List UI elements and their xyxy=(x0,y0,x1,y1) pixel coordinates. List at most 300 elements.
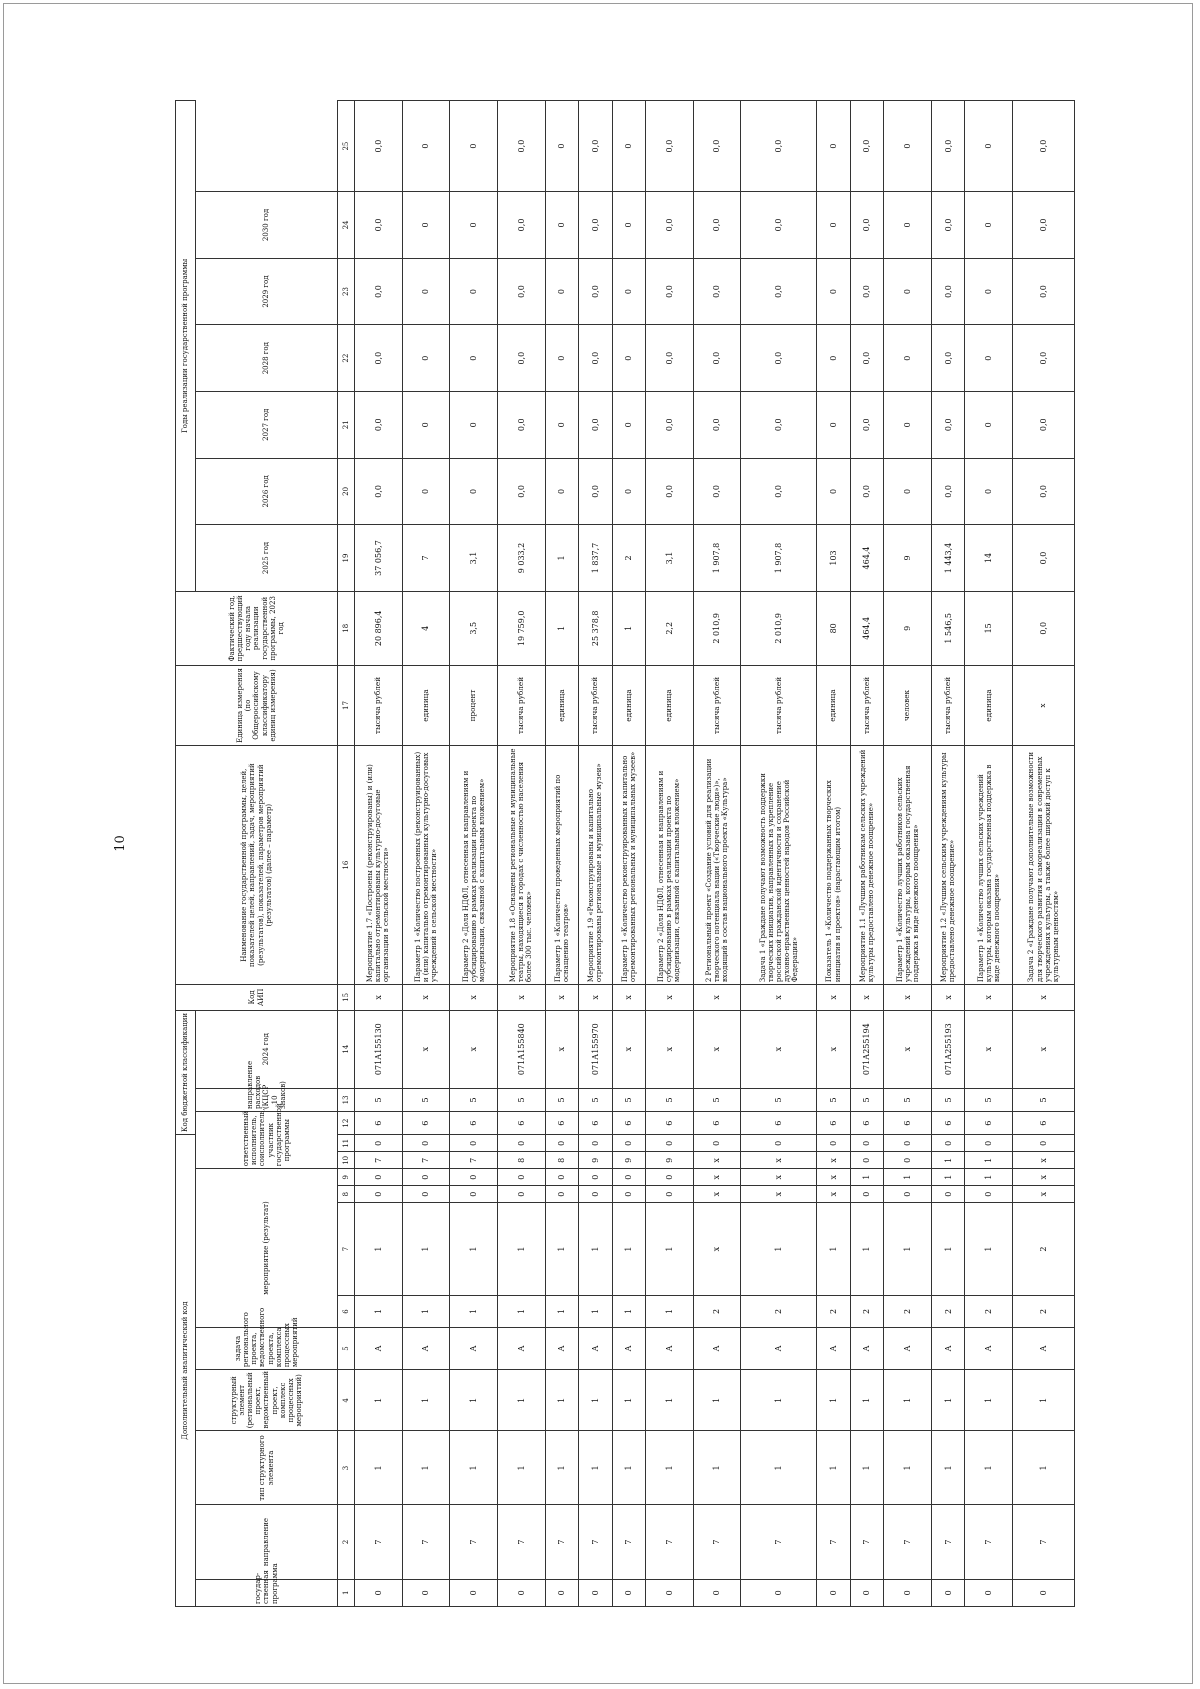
year-value-cell: 0,0 xyxy=(579,258,613,325)
code-cell: 2 xyxy=(884,1296,932,1328)
table-row xyxy=(612,101,646,1607)
row-fact: 4 xyxy=(402,591,450,665)
code-cell: х xyxy=(646,985,694,1010)
table-row xyxy=(497,101,545,1607)
code-cell: 0 xyxy=(817,1579,851,1606)
code-cell: 1 xyxy=(850,1169,884,1186)
code-cell: А xyxy=(402,1327,450,1369)
code-cell: х xyxy=(741,1152,817,1169)
code-cell: 071А155970 xyxy=(579,1010,613,1088)
code-cell: х xyxy=(693,1203,741,1296)
code-cell: 2 xyxy=(741,1296,817,1328)
code-cell: 1 xyxy=(355,1370,403,1431)
column-index-cell: 1 xyxy=(338,1579,355,1606)
code-cell: 6 xyxy=(450,1112,498,1135)
code-cell: 1 xyxy=(884,1203,932,1296)
year-value-cell: 0 xyxy=(884,258,932,325)
code-cell: х xyxy=(545,985,579,1010)
year-value-cell: 3,1 xyxy=(646,525,694,592)
year-value-cell: 0 xyxy=(965,192,1013,259)
year-value-cell: 0,0 xyxy=(931,325,965,392)
code-cell: 1 xyxy=(579,1431,613,1505)
column-index-cell: 17 xyxy=(338,665,355,745)
code-cell: 1 xyxy=(497,1431,545,1505)
column-index-row xyxy=(338,101,355,1607)
year-value-cell: 0 xyxy=(545,391,579,458)
column-index-cell: 12 xyxy=(338,1112,355,1135)
code-cell: 0 xyxy=(355,1169,403,1186)
code-cell: 0 xyxy=(693,1135,741,1152)
code-cell: 1 xyxy=(850,1203,884,1296)
code-cell: 7 xyxy=(402,1152,450,1169)
row-fact: 3,5 xyxy=(450,591,498,665)
code-cell: 1 xyxy=(931,1152,965,1169)
code-cell: 5 xyxy=(931,1088,965,1111)
year-value-cell: 0 xyxy=(402,325,450,392)
year-value-cell: 1 907,8 xyxy=(693,525,741,592)
code-cell: 0 xyxy=(646,1186,694,1203)
code-cell: 0 xyxy=(355,1186,403,1203)
code-cell: 071А155840 xyxy=(497,1010,545,1088)
code-cell: 1 xyxy=(931,1370,965,1431)
row-name: Показатель 1 «Количество поддержанных творческих инициатив и проектов» (нарастающим итогом) xyxy=(817,746,851,985)
code-cell: 0 xyxy=(850,1152,884,1169)
code-cell: х xyxy=(355,985,403,1010)
code-cell: 6 xyxy=(693,1112,741,1135)
header-unit: Единица измерения (по Общероссийскому классификатору единиц измерения) xyxy=(176,665,338,745)
year-value-cell: 0,0 xyxy=(1013,325,1075,392)
row-unit: тысяча рублей xyxy=(355,665,403,745)
column-index-cell: 9 xyxy=(338,1169,355,1186)
code-cell: 7 xyxy=(450,1505,498,1579)
year-value-cell: 9 xyxy=(884,525,932,592)
code-cell: 0 xyxy=(817,1135,851,1152)
year-value-cell: 0 xyxy=(402,101,450,192)
code-cell: 6 xyxy=(402,1112,450,1135)
year-value-cell: 0,0 xyxy=(646,458,694,525)
column-index-cell: 18 xyxy=(338,591,355,665)
code-cell: 0 xyxy=(545,1186,579,1203)
code-cell: А xyxy=(450,1327,498,1369)
year-value-cell: 0,0 xyxy=(579,391,613,458)
year-value-cell: 0,0 xyxy=(1013,101,1075,192)
year-value-cell: 0,0 xyxy=(741,391,817,458)
code-cell: х xyxy=(450,985,498,1010)
table-row xyxy=(693,101,741,1607)
code-cell: 1 xyxy=(402,1431,450,1505)
code-cell: А xyxy=(931,1327,965,1369)
code-cell: 8 xyxy=(545,1152,579,1169)
row-unit: процент xyxy=(450,665,498,745)
code-cell: 0 xyxy=(884,1186,932,1203)
year-value-cell: 0,0 xyxy=(741,325,817,392)
page-number: 10 xyxy=(112,835,128,852)
year-value-cell: 0 xyxy=(402,192,450,259)
year-value-cell: 0 xyxy=(817,458,851,525)
code-cell: 5 xyxy=(355,1088,403,1111)
code-cell: 1 xyxy=(402,1203,450,1296)
year-value-cell: 0 xyxy=(965,101,1013,192)
year-value-cell: 0,0 xyxy=(693,258,741,325)
year-value-cell: 0,0 xyxy=(355,325,403,392)
column-index-cell: 6 xyxy=(338,1296,355,1328)
header-year-2026: 2026 год xyxy=(196,458,338,525)
row-name: Задача 1 «Граждане получают возможность поддержки творческих инициатив, направленных на укрепление российской гражданской идентичности и сохранение духовно-нравственных ценностей народов Российской Федерации» xyxy=(741,746,817,985)
row-name: Задача 2 «Граждане получают дополнительные возможности для творческого развития и самореализации в современных учреждениях культуры, а также более широкий доступ к культурным ценностям» xyxy=(1013,746,1075,985)
code-cell: 0 xyxy=(545,1135,579,1152)
code-cell: 0 xyxy=(850,1579,884,1606)
header-dop-code: Дополнительный аналитический код xyxy=(176,1135,196,1607)
code-cell: 0 xyxy=(579,1169,613,1186)
code-cell: 1 xyxy=(884,1431,932,1505)
code-cell: 0 xyxy=(965,1135,1013,1152)
code-cell: 5 xyxy=(850,1088,884,1111)
code-cell: 1 xyxy=(612,1203,646,1296)
code-cell: 7 xyxy=(931,1505,965,1579)
code-cell: 1 xyxy=(1013,1370,1075,1431)
code-cell: х xyxy=(612,985,646,1010)
code-cell: 1 xyxy=(450,1431,498,1505)
code-cell: А xyxy=(884,1327,932,1369)
table-body xyxy=(338,101,1075,1607)
code-cell: А xyxy=(355,1327,403,1369)
header-aip: Код АИП xyxy=(176,985,338,1010)
year-value-cell: 0,0 xyxy=(693,192,741,259)
code-cell: 1 xyxy=(817,1431,851,1505)
code-cell: 0 xyxy=(612,1169,646,1186)
code-cell: 1 xyxy=(965,1370,1013,1431)
code-cell: 1 xyxy=(646,1370,694,1431)
column-index-cell: 4 xyxy=(338,1370,355,1431)
code-cell: 1 xyxy=(545,1203,579,1296)
code-cell: х xyxy=(1013,985,1075,1010)
code-cell: 1 xyxy=(1013,1431,1075,1505)
code-cell: 7 xyxy=(817,1505,851,1579)
code-cell: х xyxy=(402,985,450,1010)
column-index-cell: 24 xyxy=(338,192,355,259)
column-index-cell: 3 xyxy=(338,1431,355,1505)
row-fact: 80 xyxy=(817,591,851,665)
column-index-cell: 11 xyxy=(338,1135,355,1152)
year-value-cell: 0,0 xyxy=(931,258,965,325)
year-value-cell: 37 056,7 xyxy=(355,525,403,592)
column-index-cell: 14 xyxy=(338,1010,355,1088)
row-unit: единица xyxy=(545,665,579,745)
year-value-cell: 0,0 xyxy=(1013,258,1075,325)
code-cell: 0 xyxy=(965,1579,1013,1606)
code-cell: 5 xyxy=(1013,1088,1075,1111)
year-value-cell: 9 033,2 xyxy=(497,525,545,592)
year-value-cell: 0 xyxy=(965,325,1013,392)
row-fact: 0,0 xyxy=(1013,591,1075,665)
year-value-cell: 0,0 xyxy=(931,101,965,192)
year-value-cell: 3,1 xyxy=(450,525,498,592)
year-value-cell: 0,0 xyxy=(741,101,817,192)
code-cell: 1 xyxy=(355,1431,403,1505)
code-cell: 1 xyxy=(931,1169,965,1186)
code-cell: 6 xyxy=(850,1112,884,1135)
year-value-cell: 0,0 xyxy=(355,391,403,458)
code-cell: 1 xyxy=(741,1431,817,1505)
code-cell: х xyxy=(884,1010,932,1088)
code-cell: 1 xyxy=(965,1203,1013,1296)
code-cell: А xyxy=(850,1327,884,1369)
code-cell: х xyxy=(1013,1010,1075,1088)
code-cell: 7 xyxy=(850,1505,884,1579)
code-cell: 0 xyxy=(884,1579,932,1606)
code-cell: 5 xyxy=(693,1088,741,1111)
column-index-cell: 7 xyxy=(338,1203,355,1296)
table-row xyxy=(1013,101,1075,1607)
row-fact: 2 010,9 xyxy=(741,591,817,665)
year-value-cell: 0,0 xyxy=(850,458,884,525)
year-value-cell: 0 xyxy=(545,101,579,192)
code-cell: 7 xyxy=(355,1505,403,1579)
code-cell: 7 xyxy=(402,1505,450,1579)
code-cell: 1 xyxy=(579,1296,613,1328)
code-cell: 5 xyxy=(612,1088,646,1111)
code-cell: 0 xyxy=(497,1186,545,1203)
year-value-cell: 0,0 xyxy=(646,192,694,259)
table-row xyxy=(450,101,498,1607)
header-years-title: Годы реализации государственной программы xyxy=(176,101,196,592)
code-cell: 0 xyxy=(612,1135,646,1152)
code-cell: 1 xyxy=(497,1203,545,1296)
column-index-cell: 5 xyxy=(338,1327,355,1369)
year-value-cell: 0,0 xyxy=(1013,391,1075,458)
year-value-cell: 0 xyxy=(612,458,646,525)
code-cell: А xyxy=(545,1327,579,1369)
row-name: Параметр 1 «Количество лучших сельских учреждений культуры, которым оказана государственная поддержка в виде денежного поощрения» xyxy=(965,746,1013,985)
code-cell: 0 xyxy=(450,1135,498,1152)
row-fact: 20 896,4 xyxy=(355,591,403,665)
code-cell: 0 xyxy=(612,1579,646,1606)
code-cell: 1 xyxy=(497,1296,545,1328)
row-name: Мероприятие 1.9 «Реконструированы и капитально отремонтированы региональные и муниципальные музеи» xyxy=(579,746,613,985)
code-cell: 5 xyxy=(450,1088,498,1111)
code-cell: 7 xyxy=(612,1505,646,1579)
code-cell: 0 xyxy=(931,1186,965,1203)
row-unit: тысяча рублей xyxy=(579,665,613,745)
year-value-cell: 0,0 xyxy=(931,391,965,458)
year-value-cell: 0 xyxy=(545,192,579,259)
year-value-cell: 0,0 xyxy=(693,325,741,392)
year-value-cell: 7 xyxy=(402,525,450,592)
code-cell: х xyxy=(646,1010,694,1088)
code-cell: 0 xyxy=(450,1186,498,1203)
code-cell: 6 xyxy=(497,1112,545,1135)
year-value-cell: 0,0 xyxy=(646,325,694,392)
code-cell: 0 xyxy=(884,1135,932,1152)
year-value-cell: 0 xyxy=(612,325,646,392)
row-unit: единица xyxy=(817,665,851,745)
code-cell: х xyxy=(579,985,613,1010)
code-cell: 7 xyxy=(646,1505,694,1579)
year-value-cell: 0,0 xyxy=(579,101,613,192)
code-cell: х xyxy=(931,985,965,1010)
program-table xyxy=(175,100,1075,1607)
year-value-cell: 0 xyxy=(402,258,450,325)
code-cell: 7 xyxy=(450,1152,498,1169)
row-unit: тысяча рублей xyxy=(741,665,817,745)
column-index-cell: 16 xyxy=(338,746,355,985)
code-cell: 0 xyxy=(450,1169,498,1186)
code-cell: 6 xyxy=(545,1112,579,1135)
code-cell: 0 xyxy=(965,1186,1013,1203)
year-value-cell: 0 xyxy=(450,458,498,525)
code-cell: х xyxy=(741,1010,817,1088)
code-cell: 5 xyxy=(965,1088,1013,1111)
header-kbk: Код бюджетной классификации xyxy=(176,1010,196,1135)
code-cell: 1 xyxy=(850,1431,884,1505)
code-cell: 5 xyxy=(817,1088,851,1111)
table-row xyxy=(884,101,932,1607)
code-cell: 0 xyxy=(884,1152,932,1169)
year-value-cell: 0,0 xyxy=(741,192,817,259)
row-unit: х xyxy=(1013,665,1075,745)
code-cell: 1 xyxy=(402,1296,450,1328)
year-value-cell: 0 xyxy=(450,192,498,259)
table-row xyxy=(817,101,851,1607)
row-unit: человек xyxy=(884,665,932,745)
row-name: Мероприятие 1.2 «Лучшим сельским учреждениям культуры предоставлено денежное поощрение» xyxy=(931,746,965,985)
year-value-cell: 0,0 xyxy=(693,458,741,525)
code-cell: 1 xyxy=(579,1203,613,1296)
code-cell: 6 xyxy=(612,1112,646,1135)
code-cell: 1 xyxy=(355,1296,403,1328)
year-value-cell: 0 xyxy=(884,192,932,259)
row-unit: тысяча рублей xyxy=(850,665,884,745)
row-name: Параметр 2 «Доля НДФЛ, отнесенная к направлениям и субсидированию в рамках реализации проекта по модернизации, связанной с капитальным вложением» xyxy=(450,746,498,985)
row-fact: 19 759,0 xyxy=(497,591,545,665)
code-cell: 6 xyxy=(579,1112,613,1135)
code-cell: 1 xyxy=(931,1203,965,1296)
header-struct: структурный элемент (региональный проект, ведомственный проект, комплекс процессных мероприятий) xyxy=(196,1370,338,1431)
year-value-cell: 0,0 xyxy=(850,192,884,259)
code-cell: 5 xyxy=(545,1088,579,1111)
code-cell: х xyxy=(693,1169,741,1186)
code-cell: 6 xyxy=(931,1112,965,1135)
table-row xyxy=(402,101,450,1607)
table-row xyxy=(850,101,884,1607)
row-name: Мероприятие 1.7 «Построены (реконструированы) и (или) капитально отремонтированы культурно-досуговые организации в сельской местности» xyxy=(355,746,403,985)
code-cell: А xyxy=(1013,1327,1075,1369)
year-value-cell: 0 xyxy=(817,258,851,325)
row-name: Мероприятие 1.8 «Оснащены региональные и муниципальные театры, находящиеся в городах с численностью населения более 300 тыс. человек» xyxy=(497,746,545,985)
code-cell: 0 xyxy=(931,1579,965,1606)
column-index-cell: 2 xyxy=(338,1505,355,1579)
code-cell: 0 xyxy=(646,1579,694,1606)
year-value-cell: 0 xyxy=(817,101,851,192)
code-cell: 7 xyxy=(1013,1505,1075,1579)
column-index-cell: 19 xyxy=(338,525,355,592)
code-cell: 0 xyxy=(1013,1135,1075,1152)
year-value-cell: 0,0 xyxy=(741,258,817,325)
code-cell: 0 xyxy=(850,1135,884,1152)
code-cell: х xyxy=(965,985,1013,1010)
header-gp: государ-ственная программа xyxy=(196,1579,338,1606)
code-cell: 0 xyxy=(741,1579,817,1606)
year-value-cell: 0 xyxy=(612,101,646,192)
code-cell: 1 xyxy=(450,1296,498,1328)
year-value-cell: 1 907,8 xyxy=(741,525,817,592)
year-value-cell: 0,0 xyxy=(579,325,613,392)
header-fact: Фактический год, предшествующий году начала реализации государственной программы, 2023 год xyxy=(176,591,338,665)
code-cell: 6 xyxy=(355,1112,403,1135)
code-cell: 6 xyxy=(741,1112,817,1135)
table-row xyxy=(646,101,694,1607)
year-value-cell: 0 xyxy=(612,192,646,259)
code-cell: 0 xyxy=(1013,1579,1075,1606)
code-cell: 1 xyxy=(545,1296,579,1328)
header-napr: направление xyxy=(196,1505,338,1579)
row-unit: тысяча рублей xyxy=(693,665,741,745)
table-row xyxy=(545,101,579,1607)
year-value-cell: 0 xyxy=(450,325,498,392)
row-name: Параметр 1 «Количество построенных (реконструированных) и (или) капитально отремонтированных культурно-досуговых учреждений в сельской местности» xyxy=(402,746,450,985)
code-cell: 0 xyxy=(612,1186,646,1203)
year-value-cell: 464,4 xyxy=(850,525,884,592)
year-value-cell: 0 xyxy=(884,101,932,192)
year-value-cell: 0 xyxy=(450,391,498,458)
row-name: Параметр 2 «Доля НДФЛ, отнесенная к направлениям и субсидированию в рамках реализации проекта по модернизации, связанной с капитальным вложением» xyxy=(646,746,694,985)
year-value-cell: 0,0 xyxy=(646,391,694,458)
year-value-cell: 0 xyxy=(450,101,498,192)
row-name: Параметр 1 «Количество реконструированных и капитально отремонтированных региональных и муниципальных музеев» xyxy=(612,746,646,985)
year-value-cell: 0,0 xyxy=(497,391,545,458)
code-cell: А xyxy=(497,1327,545,1369)
code-cell: А xyxy=(579,1327,613,1369)
year-value-cell: 14 xyxy=(965,525,1013,592)
code-cell: х xyxy=(497,985,545,1010)
code-cell: 1 xyxy=(817,1203,851,1296)
code-cell: 2 xyxy=(1013,1296,1075,1328)
code-cell: х xyxy=(450,1010,498,1088)
year-value-cell: 0 xyxy=(817,325,851,392)
header-year-2024: 2024 год xyxy=(196,1010,338,1088)
column-index-cell: 8 xyxy=(338,1186,355,1203)
code-cell: 1 xyxy=(355,1203,403,1296)
code-cell: 1 xyxy=(646,1203,694,1296)
code-cell: х xyxy=(965,1010,1013,1088)
year-value-cell: 0 xyxy=(450,258,498,325)
year-value-cell: 0,0 xyxy=(497,258,545,325)
row-name: Параметр 1 «Количество проведенных мероприятий по оснащению театров» xyxy=(545,746,579,985)
code-cell: 1 xyxy=(741,1370,817,1431)
table-row xyxy=(931,101,965,1607)
code-cell: 1 xyxy=(545,1431,579,1505)
code-cell: 1 xyxy=(402,1370,450,1431)
code-cell: 071А255194 xyxy=(850,1010,884,1088)
code-cell: х xyxy=(693,985,741,1010)
code-cell: 0 xyxy=(402,1186,450,1203)
code-cell: 1 xyxy=(450,1203,498,1296)
year-value-cell: 0 xyxy=(612,258,646,325)
year-value-cell: 0 xyxy=(965,258,1013,325)
code-cell: А xyxy=(817,1327,851,1369)
year-value-cell: 0,0 xyxy=(497,192,545,259)
code-cell: 7 xyxy=(884,1505,932,1579)
row-fact: 25 378,8 xyxy=(579,591,613,665)
code-cell: 7 xyxy=(741,1505,817,1579)
code-cell: х xyxy=(817,1186,851,1203)
column-index-cell: 20 xyxy=(338,458,355,525)
code-cell: 1 xyxy=(965,1152,1013,1169)
header-year-2030: 2030 год xyxy=(196,192,338,259)
code-cell: 1 xyxy=(931,1431,965,1505)
row-fact: 9 xyxy=(884,591,932,665)
year-value-cell: 0 xyxy=(965,458,1013,525)
